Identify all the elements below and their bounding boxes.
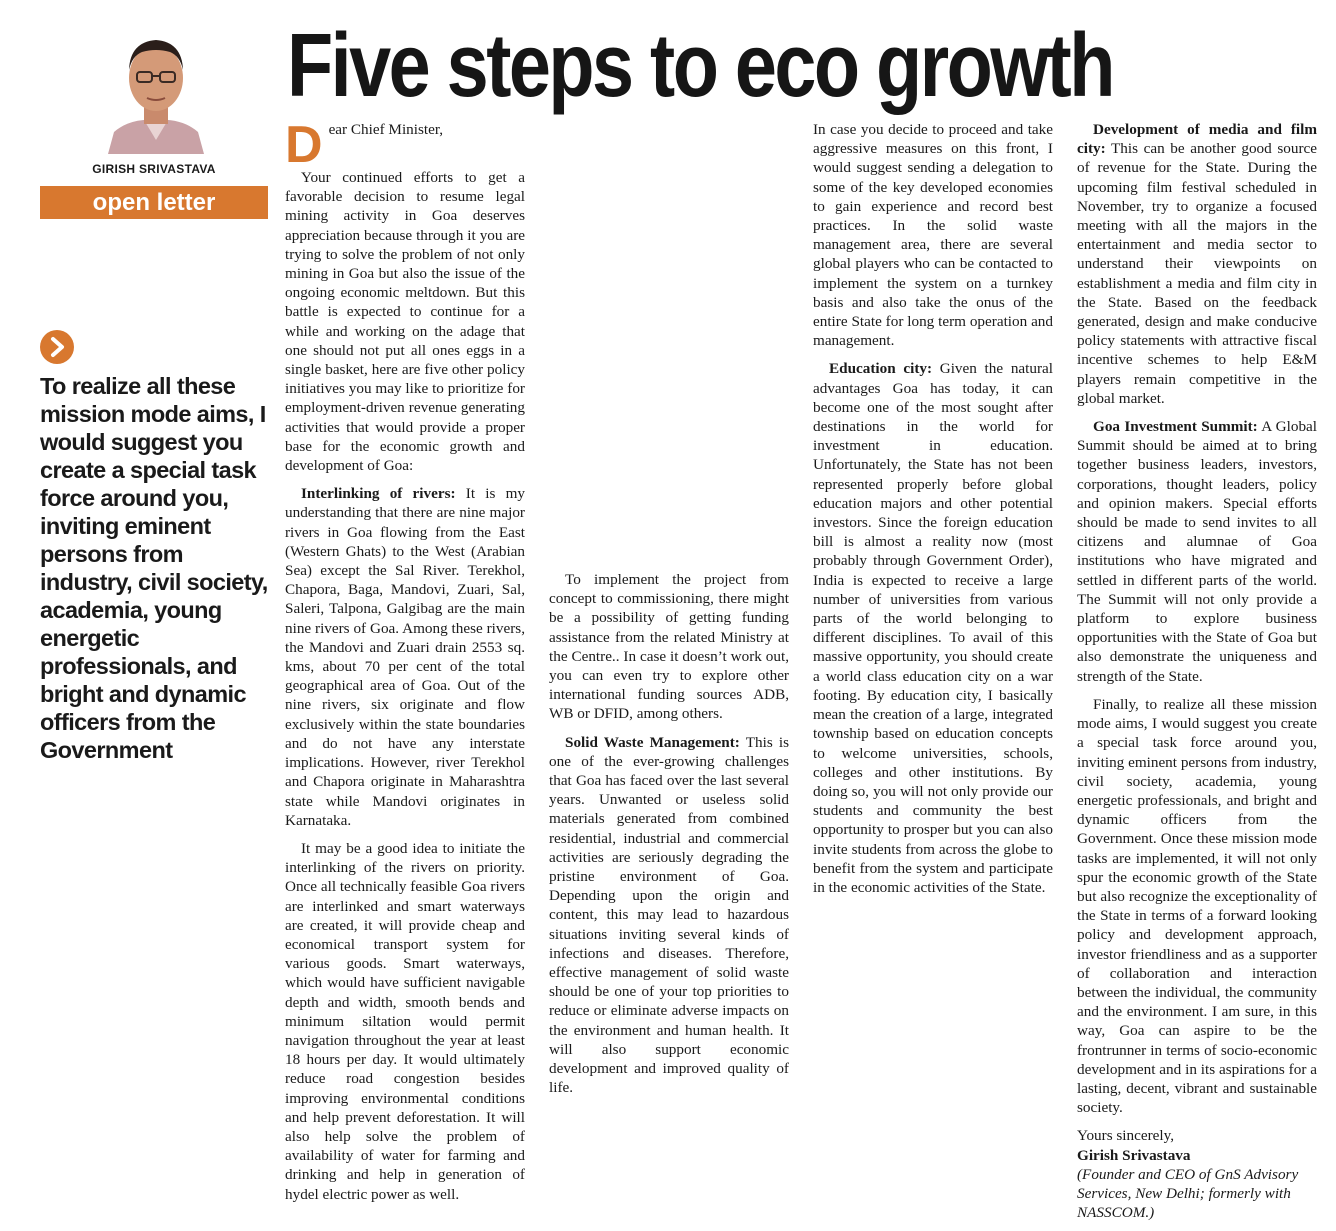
article-column-4 — [1077, 120, 1317, 1231]
article-column-2 — [549, 570, 789, 1106]
article-column-1 — [285, 116, 525, 1213]
subhead-media: Development of media and film city: — [1077, 121, 1317, 158]
intro-paragraph: Your continued efforts to get a favorable decision to resume legal mining activity in Goa deserves appreciation because through it you are trying to solve the problem of not only mining in Goa but also the issue of the ongoing economic meltdown. But this battle is expected to continue for a while and working on the adage that one should not put all ones eggs in a single basket, here are five other policy initiatives you may like to prioritize for employment-driven revenue generating activities that would provide a proper base for the economic growth and development of Goa: — [285, 169, 525, 475]
media-paragraph: This can be another good source of revenue for the State. During the upcoming film festival scheduled in November, try to organize a focused meeting with all the majors in the entertainment and media sector to understand their viewpoints on establishment a media and film city in the State. Based on the feedback generated, design and make conducive policy statements with attractive fiscal incentive schemes to help E&M players remain competitive in the global market. — [1077, 140, 1317, 407]
author-portrait-image — [100, 20, 212, 154]
closing: Yours sincerely, — [1077, 1127, 1175, 1145]
subhead-waste: Solid Waste Management: — [565, 733, 740, 751]
rivers-paragraph: It is my understanding that there are nine major rivers in Goa flowing from the East (Western Ghats) to the West (Arabian Sea) except the Sal River. Terekhol, Chapora, Baga, Mandovi, Zuari, Sal, Saleri, Talpona, Galgibag are the main nine rivers of Goa. Among these rivers, the Mandovi and Zuari drain 2553 sq. kms, about 70 per cent of the total geographical area of Goa. Out of the nine rivers, six originate and flow exclusively within the state boundaries and do not have any interstate implications. However, river Terekhol and Chapora originate in Maharashtra state while Mandovi originates in Karnataka. — [285, 485, 525, 829]
signer-name: Girish Srivastava — [1077, 1146, 1191, 1164]
column-tag: open letter — [40, 186, 268, 219]
waste-paragraph: This is one of the ever-growing challenges that Goa has faced over the last several years. Unwanted or useless solid materials generated from combined residential, industrial and commercial activities are seriously degrading the pristine environment of Goa. Depending upon the origin and content, this may lead to hazardous situations inviting several kinds of infections and diseases. Therefore, effective management of solid waste should be one of your top priorities to reduce or eliminate adverse impacts on the environment and human health. It will also support economic development and improved quality of life. — [549, 733, 790, 1097]
pull-quote: To realize all these mission mode aims, I would suggest you create a special task force around you, inviting eminent persons from industry, civil society, academia, young energetic professionals, and bright and dynamic officers from the Government — [40, 373, 268, 763]
author-photo — [100, 20, 212, 154]
signer-role: (Founder and CEO of GnS Advisory Services, New Delhi; formerly with NASSCOM.) — [1077, 1165, 1299, 1222]
summit-paragraph: A Global Summit should be aimed at to bring together business leaders, investors, corporations, thought leaders, policy and opinion makers. Special efforts should be made to send invites to all citizens and alumnae of Goa institutions who have migrated and settled in different parts of the world. The Summit will not only provide a platform to explore business opportunities with the State of Goa but also demonstrate the uniqueness and strength of the State. — [1077, 418, 1317, 685]
subhead-rivers: Interlinking of rivers: — [301, 485, 456, 503]
signature-block — [1077, 1126, 1317, 1222]
article-column-3 — [813, 120, 1053, 906]
headline: Five steps to eco growth — [287, 16, 1113, 116]
education-paragraph: Given the natural advantages Goa has today, it can become one of the most sought after destinations in the world for investment in education. Unfortunately, the State has not been represented properly before global education majors and other potential investors. Since the foreign education bill is almost a reality now (most probably through Government Order), India is expected to receive a large number of universities from various parts of the world belonging to different disciplines. To avail of this massive opportunity, you should create a world class education city on a war footing. By education city, I basically mean the creation of a large, integrated township based on education concepts to welcome universities, schools, colleges and other institutions. By doing so, you will not only provide our students and community the best opportunity to prosper but you can also invite students from across the globe to benefit from the system and participate in the economic activities of the State. — [813, 360, 1053, 896]
waste-paragraph-2: In case you decide to proceed and take aggressive measures on this front, I would suggest sending a delegation to some of the key developed economies to gain experience and record best practices. In the solid waste management area, there are several global players who can be contacted to implement the system on a turnkey basis and also take the onus of the entire State for long term operation and management. — [813, 121, 1053, 350]
subhead-summit: Goa Investment Summit: — [1093, 418, 1258, 436]
rivers-paragraph-2: It may be a good idea to initiate the interlinking of the rivers on priority. Once all technically feasible Goa rivers are interlinked and smart waterways are created, it will provide cheap and economical transport system for various goods. Smart waterways, which would have sufficient navigable depth and width, smooth bends and minimum siltation would permit navigation throughout the year at least 18 hours per day. It would ultimately reduce road congestion besides improving environmental conditions and help prevent deforestation. It will also help solve the problem of availability of water for farming and drinking and help in generation of hydel electric power as well. — [285, 839, 525, 1203]
final-paragraph: Finally, to realize all these mission mode aims, I would suggest you create a special task force around you, inviting eminent persons from industry, civil society, academia, young energetic professionals, and bright and dynamic officers from the Government. Once these mission mode tasks are implemented, it will not only spur the economic growth of the State but also recognize the exceptionality of the State in terms of a forward looking policy and development approach, investor friendliness and as a supporter of collaboration and interaction between the individual, the community and the environment. I am sure, in this way, Goa can aspire to be the frontrunner in terms of socio-economic development and in its aspirations for a lasting, decent, vibrant and sustainable society. — [1077, 695, 1317, 1117]
subhead-education: Education city: — [829, 360, 933, 378]
rivers-paragraph-3: To implement the project from concept to commissioning, there might be a possibility of getting funding assistance from the related Ministry at the Centre.. In case it doesn’t work out, you can even try to explore other international funding sources ADB, WB or DFID, among others. — [549, 571, 789, 723]
chevron-right-icon — [40, 330, 74, 364]
drop-cap: D — [285, 116, 323, 174]
salutation: ear Chief Minister, — [328, 121, 444, 138]
author-byline: GIRISH SRIVASTAVA — [92, 162, 216, 176]
